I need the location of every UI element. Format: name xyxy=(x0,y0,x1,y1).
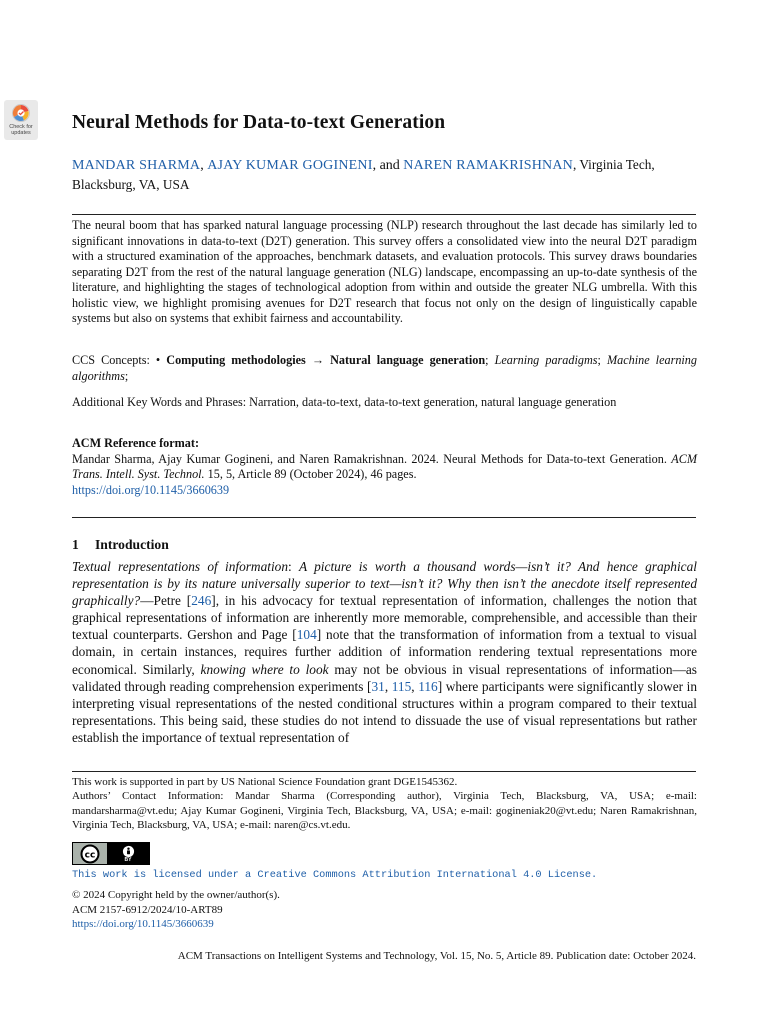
citation-link-116[interactable]: 116 xyxy=(418,678,438,694)
ccs-concept-learning: Learning paradigms xyxy=(494,353,598,367)
intro-text: —Petre [ xyxy=(140,593,192,609)
abstract-top-rule xyxy=(72,214,696,215)
acm-identifier: ACM 2157-6912/2024/10-ART89 xyxy=(72,904,223,916)
attribution-person-icon xyxy=(122,845,135,858)
cc-by-license-badge[interactable] xyxy=(72,842,150,865)
intro-italic: knowing where to look xyxy=(200,661,329,677)
ccs-separator: ; xyxy=(597,353,607,367)
reference-heading: ACM Reference format: xyxy=(72,436,199,450)
ccs-label: CCS Concepts: • xyxy=(72,353,167,367)
ccs-end: ; xyxy=(124,368,129,383)
author-affiliation: , Virginia Tech, Blacksburg, VA, USA xyxy=(72,157,655,192)
reference-doi-link[interactable]: https://doi.org/10.1145/3660639 xyxy=(72,482,230,497)
citation-separator: , xyxy=(384,678,392,694)
section-heading-introduction xyxy=(72,537,169,553)
author-link-gogineni[interactable]: AJAY KUMAR GOGINENI xyxy=(207,158,373,173)
ccs-primary-concept: Computing methodologies → Natural language generation xyxy=(166,353,486,367)
reference-journal: ACM Trans. Intell. Syst. Technol. xyxy=(72,451,697,481)
reference-details: 15, 5, Article 89 (October 2024), 46 pages. xyxy=(204,467,417,481)
check-for-updates-badge[interactable] xyxy=(4,100,38,140)
intro-text: ], in his advocacy for textual representation of information, challenges the notion that graphical representations of information are inherently more memorable, comprehensible, and accessible than their textual counterparts. Gershon and Page [ xyxy=(72,593,697,643)
check-for-updates-icon xyxy=(11,103,31,123)
keywords: Additional Key Words and Phrases: Narration, data-to-text, data-to-text generation, natural language generation xyxy=(72,395,617,409)
ccs-concept-ml: Machine learning algorithms xyxy=(72,353,697,383)
citation-link-246[interactable]: 246 xyxy=(191,593,212,609)
author-separator: , and xyxy=(372,158,404,173)
reference-citation: Mandar Sharma, Ajay Kumar Gogineni, and Naren Ramakrishnan. 2024. Neural Methods for Data-to-text Generation. xyxy=(72,451,672,466)
intro-text: may not be obvious in visual representations of information—as validated through reading comprehension experiments [ xyxy=(72,661,697,694)
acm-reference xyxy=(72,436,697,498)
ccs-concepts xyxy=(72,353,697,384)
citation-link-115[interactable]: 115 xyxy=(391,678,412,694)
citation-link-31[interactable]: 31 xyxy=(371,678,385,694)
intro-paragraph xyxy=(72,558,697,746)
cc-by-label: BY xyxy=(124,856,132,863)
author-list xyxy=(72,155,697,194)
author-separator: , xyxy=(200,158,208,173)
citation-link-104[interactable]: 104 xyxy=(296,627,317,643)
intro-text: ] where participants were significantly slower in interpreting visual representations of the nested conditional structures within a program compared to their textual representations. This being said, these studies do not intend to dissuade the use of visual representations but rather establish the importance of textual representation of xyxy=(72,678,698,745)
section-number: 1 xyxy=(72,537,79,552)
intro-text: : xyxy=(288,559,299,574)
contact-info: Authors’ Contact Information: Mandar Sharma (Corresponding author), Virginia Tech, Blacksburg, VA, USA; e-mail: mandarsharma@vt.edu; Ajay Kumar Gogineni, Virginia Tech, Blacksburg, VA, USA; e-mail: gogineniak20@vt.edu; Naren Ramakrishnan, Virginia Tech, Blacksburg, VA, USA; e-mail: naren@cs.vt.edu. xyxy=(72,790,697,831)
journal-footer: ACM Transactions on Intelligent Systems and Technology, Vol. 15, No. 5, Article 89. Publication date: October 2024. xyxy=(177,950,696,962)
intro-italic: Textual representations of information xyxy=(72,559,288,574)
footer-doi-link[interactable]: https://doi.org/10.1145/3660639 xyxy=(72,918,214,930)
intro-text: ] note that the transformation of information from a textual to visual domain, in certain instances, requires further addition of information rendering textual representations more economical. Similarly, xyxy=(72,627,697,677)
footnote-rule xyxy=(72,771,696,772)
abstract-bottom-rule xyxy=(72,517,696,518)
copyright-notice: © 2024 Copyright held by the owner/author(s). xyxy=(72,889,280,901)
abstract: The neural boom that has sparked natural language processing (NLP) research throughout the last decade has similarly led to significant innovations in data-to-text (D2T) generation. This survey offers a consolidated view into the neural D2T paradigm with a structured examination of the approaches, benchmark datasets, and evaluation protocols. This survey draws boundaries separating D2T from the rest of the natural language generation (NLG) landscape, encompassing an up-to-date synthesis of the literature, and highlighting the stages of technological adoption from within and outside the greater NLG umbrella. With this holistic view, we highlight promising avenues for D2T research that focus not only on the design of linguistically capable systems but also on systems that exhibit fairness and accountability. xyxy=(72,218,697,325)
funding-note: This work is supported in part by US National Science Foundation grant DGE1545362. xyxy=(72,776,458,788)
license-link[interactable]: This work is licensed under a Creative Commons Attribution International 4.0 License. xyxy=(72,869,598,881)
badge-label: Check for updates xyxy=(9,124,33,136)
section-title: Introduction xyxy=(95,537,169,552)
svg-text:cc: cc xyxy=(84,850,96,860)
paper-title: Neural Methods for Data-to-text Generation xyxy=(72,112,446,133)
citation-separator: , xyxy=(411,678,419,694)
author-link-ramakrishnan[interactable]: NAREN RAMAKRISHNAN xyxy=(403,158,573,173)
cc-icon xyxy=(73,843,107,864)
ccs-separator: ; xyxy=(485,353,495,367)
intro-epigraph: A picture is worth a thousand words—isn’t it? And hence graphical representation is by its nature universally superior to text—isn’t it? Why then isn’t the anecdote itself represented graphically? xyxy=(72,559,697,609)
cc-by-section xyxy=(107,843,149,864)
author-link-sharma[interactable]: MANDAR SHARMA xyxy=(72,158,201,173)
